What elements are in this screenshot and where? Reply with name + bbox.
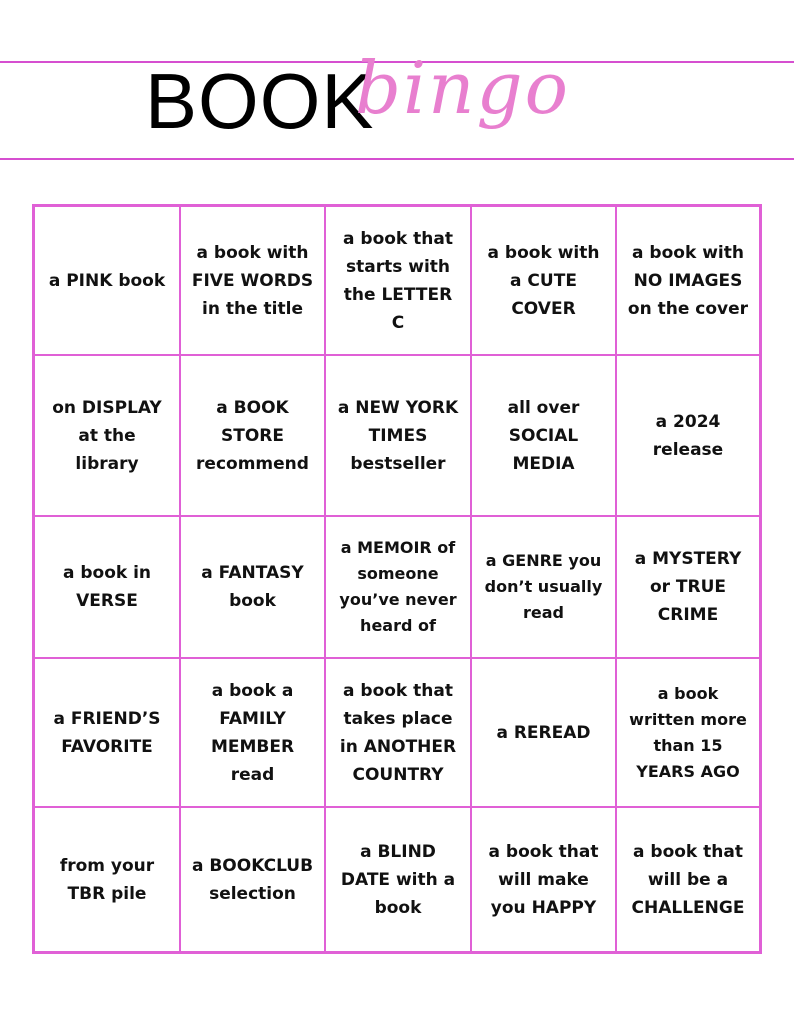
bingo-cell[interactable] <box>35 659 181 808</box>
bingo-cell-text: all over SOCIAL MEDIA <box>507 397 580 474</box>
bingo-cell[interactable] <box>181 517 326 659</box>
bingo-cell[interactable] <box>181 808 326 951</box>
bingo-cell-text: a book with FIVE WORDS in the title <box>191 242 314 319</box>
header-bottom-rule <box>0 158 794 160</box>
bingo-cell-text: a FRIEND’S FAVORITE <box>53 708 161 757</box>
bingo-cell-text: a GENRE you don’t usually read <box>484 551 603 622</box>
bingo-cell-text: a book in VERSE <box>62 563 152 611</box>
bingo-cell-text: a 2024 release <box>652 411 724 460</box>
bingo-cell[interactable] <box>472 659 617 808</box>
bingo-cell[interactable] <box>472 207 617 356</box>
bingo-cell-text: a book with NO IMAGES on the cover <box>627 242 749 319</box>
bingo-cell-text: a book with a CUTE COVER <box>487 242 600 319</box>
bingo-cell[interactable] <box>326 808 472 951</box>
bingo-cell[interactable] <box>181 356 326 517</box>
bingo-cell[interactable] <box>181 207 326 356</box>
bingo-cell[interactable] <box>35 808 181 951</box>
bingo-cell[interactable] <box>35 356 181 517</box>
bingo-cell-text: a book that will make you HAPPY <box>488 841 599 918</box>
bingo-cell[interactable] <box>617 356 759 517</box>
bingo-cell-text: a REREAD <box>496 722 591 743</box>
bingo-cell[interactable] <box>617 517 759 659</box>
bingo-cell-text: on DISPLAY at the library <box>52 397 162 474</box>
bingo-cell-text: a book that starts with the LETTER C <box>343 228 453 333</box>
title-bingo-script: bingo <box>355 46 570 130</box>
bingo-cell-text: a BOOKCLUB selection <box>191 855 314 904</box>
bingo-cell-text: a FANTASY book <box>201 563 304 611</box>
bingo-cell[interactable] <box>181 659 326 808</box>
bingo-cell-text: a book that will be a CHALLENGE <box>631 841 745 918</box>
bingo-cell[interactable] <box>617 207 759 356</box>
bingo-cell[interactable] <box>326 356 472 517</box>
bingo-grid <box>32 204 762 954</box>
bingo-cell-text: a PINK book <box>48 270 166 291</box>
bingo-cell-text: a NEW YORK TIMES bestseller <box>337 397 459 474</box>
bingo-cell[interactable] <box>35 517 181 659</box>
bingo-cell-text: from your TBR pile <box>59 855 155 904</box>
bingo-cell-text: a book written more than 15 YEARS AGO <box>629 683 747 781</box>
bingo-cell-text: a MYSTERY or TRUE CRIME <box>634 549 742 625</box>
bingo-cell[interactable] <box>472 356 617 517</box>
bingo-cell-text: a BLIND DATE with a book <box>340 841 456 918</box>
bingo-cell[interactable] <box>472 517 617 659</box>
title-book: BOOK <box>145 57 375 145</box>
bingo-cell[interactable] <box>617 659 759 808</box>
bingo-cell-text: a MEMOIR of someone you’ve never heard of <box>339 538 457 635</box>
bingo-cell[interactable] <box>617 808 759 951</box>
bingo-cell-text: a BOOK STORE recommend <box>196 397 309 474</box>
bingo-cell[interactable] <box>326 207 472 356</box>
bingo-cell[interactable] <box>326 517 472 659</box>
bingo-cell-text: a book a FAMILY MEMBER read <box>210 680 295 785</box>
bingo-cell[interactable] <box>326 659 472 808</box>
bingo-cell[interactable] <box>472 808 617 951</box>
bingo-cell[interactable] <box>35 207 181 356</box>
bingo-cell-text: a book that takes place in ANOTHER COUNTRY <box>339 680 457 785</box>
